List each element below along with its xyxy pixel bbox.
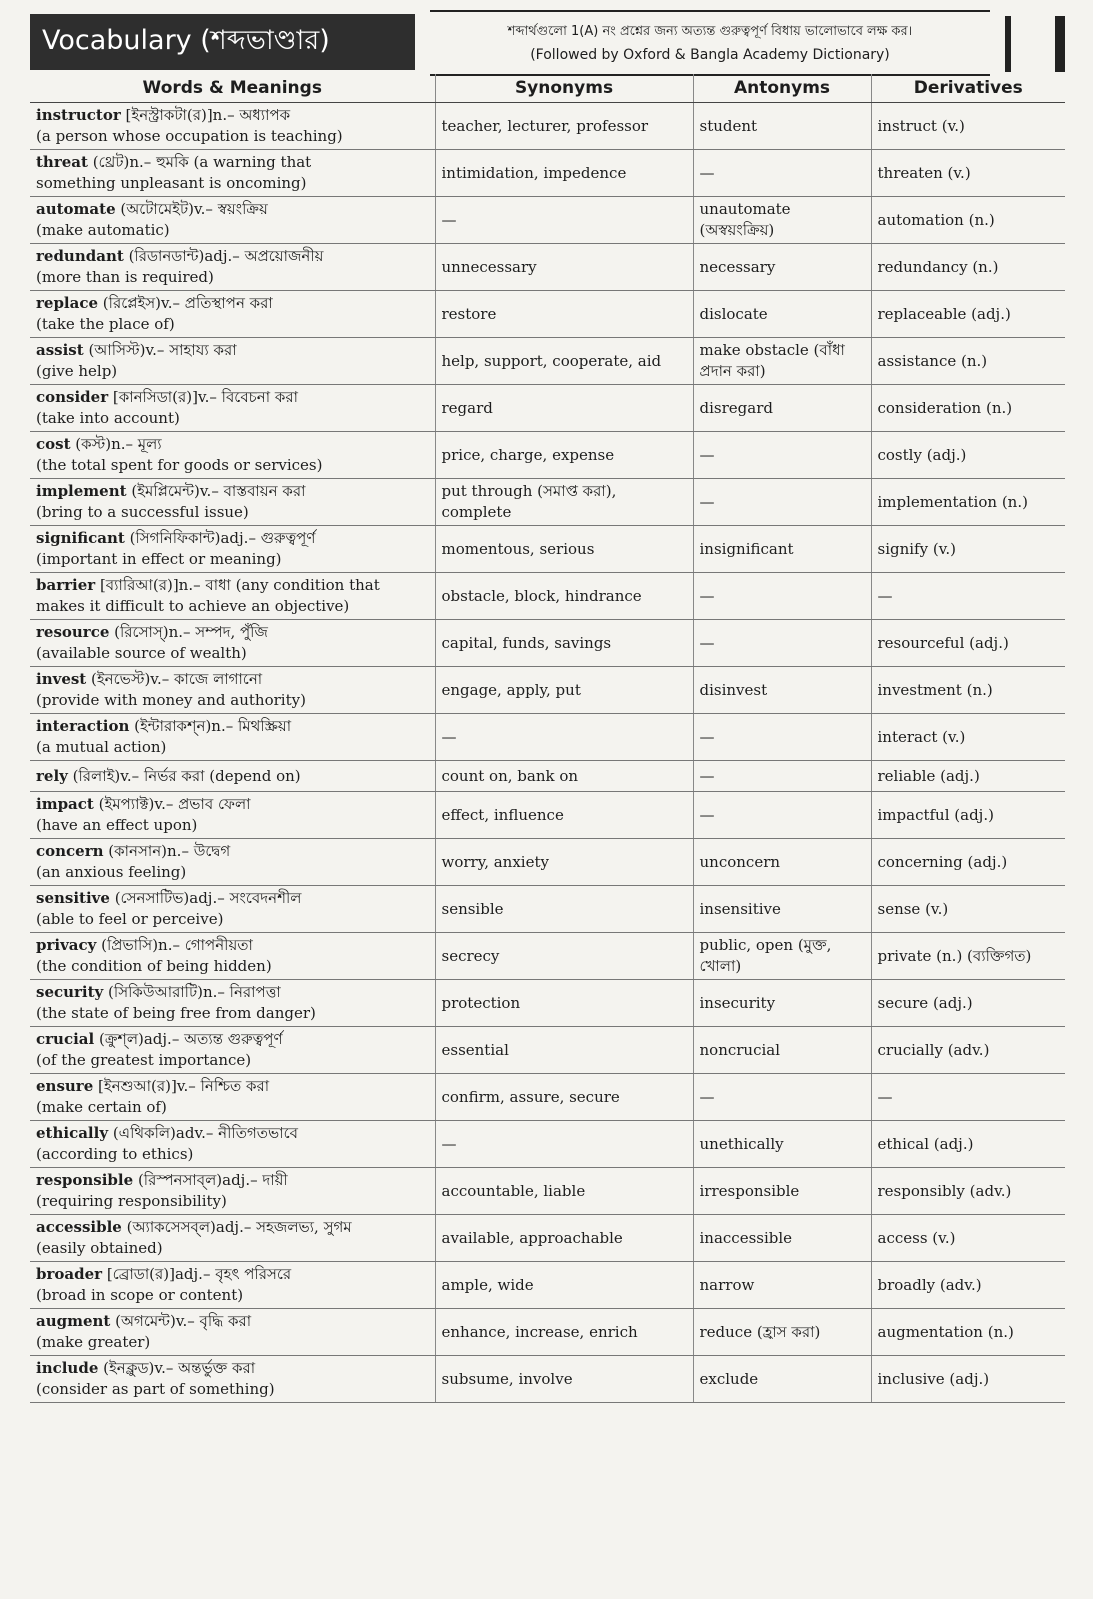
- page-header: [30, 6, 1065, 74]
- word-pronunciation: (ইনক্লুড)v.– অন্তর্ভুক্ত করা: [98, 1359, 256, 1377]
- word-cell: [30, 150, 435, 197]
- header-note-line2: (Followed by Oxford & Bangla Academy Dictionary): [530, 47, 890, 63]
- word-term: interaction: [36, 717, 130, 735]
- word-definition: (easily obtained): [36, 1239, 163, 1257]
- derivatives-cell: replaceable (adj.): [871, 291, 1065, 338]
- word-cell: [30, 573, 435, 620]
- word-definition: (take the place of): [36, 315, 175, 333]
- word-pronunciation: (রিসোস্)n.– সম্পদ, পুঁজি: [109, 623, 268, 641]
- synonyms-cell: regard: [435, 385, 693, 432]
- antonyms-cell: inaccessible: [693, 1215, 871, 1262]
- table-row: [30, 385, 1065, 432]
- word-definition: something unpleasant is oncoming): [36, 174, 307, 192]
- word-definition: (the total spent for goods or services): [36, 456, 323, 474]
- word-cell: [30, 1027, 435, 1074]
- word-term: threat: [36, 153, 88, 171]
- word-pronunciation: (ক্রুশ্‌ল)adj.– অত্যন্ত গুরুত্বপূর্ণ: [94, 1030, 283, 1048]
- antonyms-cell: student: [693, 103, 871, 150]
- word-definition: (the condition of being hidden): [36, 957, 272, 975]
- word-cell: [30, 197, 435, 244]
- word-cell: [30, 291, 435, 338]
- table-row: [30, 1309, 1065, 1356]
- antonyms-cell: disregard: [693, 385, 871, 432]
- antonyms-cell: exclude: [693, 1356, 871, 1403]
- column-header-derivatives: Derivatives: [871, 74, 1065, 103]
- synonyms-cell: —: [435, 197, 693, 244]
- word-definition: (more than is required): [36, 268, 214, 286]
- synonyms-cell: —: [435, 714, 693, 761]
- word-definition: (make automatic): [36, 221, 170, 239]
- antonyms-cell: reduce (হ্রাস করা): [693, 1309, 871, 1356]
- word-term: instructor: [36, 106, 121, 124]
- word-pronunciation: (অ্যাকসেসব্‌ল)adj.– সহজলভ্য, সুগম: [121, 1218, 352, 1236]
- derivatives-cell: augmentation (n.): [871, 1309, 1065, 1356]
- derivatives-cell: implementation (n.): [871, 479, 1065, 526]
- word-definition: (an anxious feeling): [36, 863, 187, 881]
- synonyms-cell: enhance, increase, enrich: [435, 1309, 693, 1356]
- word-pronunciation: (প্রিভাসি)n.– গোপনীয়তা: [96, 936, 253, 954]
- antonyms-cell: public, open (মুক্ত, খোলা): [693, 933, 871, 980]
- derivatives-cell: ethical (adj.): [871, 1121, 1065, 1168]
- word-term: assist: [36, 341, 84, 359]
- word-definition: makes it difficult to achieve an objective): [36, 597, 350, 615]
- word-cell: [30, 667, 435, 714]
- word-pronunciation: (সিগনিফিকান্ট)adj.– গুরুত্বপূর্ণ: [124, 529, 316, 547]
- word-term: accessible: [36, 1218, 122, 1236]
- antonyms-cell: necessary: [693, 244, 871, 291]
- antonyms-cell: unethically: [693, 1121, 871, 1168]
- word-definition: (bring to a successful issue): [36, 503, 249, 521]
- word-cell: [30, 244, 435, 291]
- table-row: [30, 573, 1065, 620]
- table-row: [30, 1262, 1065, 1309]
- synonyms-cell: subsume, involve: [435, 1356, 693, 1403]
- synonyms-cell: put through (সমাপ্ত করা), complete: [435, 479, 693, 526]
- synonyms-cell: help, support, cooperate, aid: [435, 338, 693, 385]
- table-row: [30, 526, 1065, 573]
- word-cell: [30, 1121, 435, 1168]
- word-pronunciation: (ইমপ্যাক্ট)v.– প্রভাব ফেলা: [93, 795, 251, 813]
- word-pronunciation: (কানসান)n.– উদ্বেগ: [103, 842, 231, 860]
- table-row: [30, 1168, 1065, 1215]
- word-cell: [30, 1309, 435, 1356]
- table-row: [30, 432, 1065, 479]
- derivatives-cell: interact (v.): [871, 714, 1065, 761]
- word-term: augment: [36, 1312, 111, 1330]
- word-term: broader: [36, 1265, 103, 1283]
- word-cell: [30, 933, 435, 980]
- word-cell: [30, 432, 435, 479]
- synonyms-cell: —: [435, 1121, 693, 1168]
- word-definition: (the state of being free from danger): [36, 1004, 316, 1022]
- synonyms-cell: available, approachable: [435, 1215, 693, 1262]
- word-term: ethically: [36, 1124, 109, 1142]
- table-row: [30, 886, 1065, 933]
- word-definition: (able to feel or perceive): [36, 910, 224, 928]
- table-row: [30, 1027, 1065, 1074]
- word-pronunciation: [ব্রোডা(র)]adj.– বৃহৎ পরিসরে: [102, 1265, 292, 1283]
- word-pronunciation: (রিপ্লেইস)v.– প্রতিস্থাপন করা: [98, 294, 273, 312]
- table-row: [30, 1121, 1065, 1168]
- word-definition: (according to ethics): [36, 1145, 194, 1163]
- word-term: replace: [36, 294, 99, 312]
- word-pronunciation: (ইমপ্লিমেন্ট)v.– বাস্তবায়ন করা: [126, 482, 306, 500]
- table-row: [30, 620, 1065, 667]
- table-row: [30, 667, 1065, 714]
- word-definition: (of the greatest importance): [36, 1051, 252, 1069]
- derivatives-cell: investment (n.): [871, 667, 1065, 714]
- word-pronunciation: (রিস্পনসাব্‌ল)adj.– দায়ী: [133, 1171, 288, 1189]
- synonyms-cell: teacher, lecturer, professor: [435, 103, 693, 150]
- word-definition: (a mutual action): [36, 738, 167, 756]
- word-cell: [30, 761, 435, 792]
- word-definition: (make certain of): [36, 1098, 167, 1116]
- table-row: [30, 761, 1065, 792]
- header-note-line1: শব্দার্থগুলো 1(A) নং প্রশ্নের জন্য অত্যন্ত গুরুত্বপূর্ণ বিধায় ভালোভাবে লক্ষ কর।: [507, 24, 913, 39]
- word-pronunciation: (এথিকলি)adv.– নীতিগতভাবে: [108, 1124, 298, 1142]
- table-row: [30, 714, 1065, 761]
- derivatives-cell: costly (adj.): [871, 432, 1065, 479]
- antonyms-cell: insecurity: [693, 980, 871, 1027]
- table-row: [30, 980, 1065, 1027]
- word-definition: (give help): [36, 362, 118, 380]
- word-term: impact: [36, 795, 94, 813]
- antonyms-cell: noncrucial: [693, 1027, 871, 1074]
- word-pronunciation: (ইনভেস্ট)v.– কাজে লাগানো: [86, 670, 263, 688]
- word-cell: [30, 1262, 435, 1309]
- word-definition: (consider as part of something): [36, 1380, 275, 1398]
- word-pronunciation: [কানসিডা(র)]v.– বিবেচনা করা: [108, 388, 298, 406]
- derivatives-cell: concerning (adj.): [871, 839, 1065, 886]
- word-definition: (important in effect or meaning): [36, 550, 282, 568]
- word-pronunciation: (রিলাই)v.– নির্ভর করা (depend on): [67, 766, 301, 785]
- derivatives-cell: automation (n.): [871, 197, 1065, 244]
- table-row: [30, 291, 1065, 338]
- antonyms-cell: —: [693, 432, 871, 479]
- word-cell: [30, 1356, 435, 1403]
- section-title: Vocabulary (শব্দভাণ্ডার): [30, 14, 415, 70]
- word-pronunciation: (রিডানডান্ট)adj.– অপ্রয়োজনীয়: [123, 247, 324, 265]
- antonyms-cell: —: [693, 479, 871, 526]
- word-pronunciation: (সেনসাটিভ)adj.– সংবেদনশীল: [109, 889, 302, 907]
- derivatives-cell: consideration (n.): [871, 385, 1065, 432]
- derivatives-cell: broadly (adv.): [871, 1262, 1065, 1309]
- table-row: [30, 1356, 1065, 1403]
- word-definition: (requiring responsibility): [36, 1192, 227, 1210]
- table-row: [30, 933, 1065, 980]
- word-cell: [30, 103, 435, 150]
- synonyms-cell: essential: [435, 1027, 693, 1074]
- word-cell: [30, 1215, 435, 1262]
- word-term: include: [36, 1359, 99, 1377]
- derivatives-cell: —: [871, 1074, 1065, 1121]
- vocabulary-table: [30, 74, 1065, 1403]
- antonyms-cell: —: [693, 620, 871, 667]
- word-term: automate: [36, 200, 116, 218]
- column-header-synonyms: Synonyms: [435, 74, 693, 103]
- derivatives-cell: crucially (adv.): [871, 1027, 1065, 1074]
- word-term: security: [36, 983, 104, 1001]
- synonyms-cell: price, charge, expense: [435, 432, 693, 479]
- derivatives-cell: reliable (adj.): [871, 761, 1065, 792]
- antonyms-cell: make obstacle (বাঁধা প্রদান করা): [693, 338, 871, 385]
- word-term: responsible: [36, 1171, 134, 1189]
- synonyms-cell: obstacle, block, hindrance: [435, 573, 693, 620]
- word-term: ensure: [36, 1077, 94, 1095]
- word-pronunciation: (কস্ট)n.– মূল্য: [70, 435, 162, 453]
- word-cell: [30, 338, 435, 385]
- column-header-words: Words & Meanings: [30, 74, 435, 103]
- derivatives-cell: responsibly (adv.): [871, 1168, 1065, 1215]
- synonyms-cell: unnecessary: [435, 244, 693, 291]
- antonyms-cell: irresponsible: [693, 1168, 871, 1215]
- word-cell: [30, 792, 435, 839]
- derivatives-cell: threaten (v.): [871, 150, 1065, 197]
- antonyms-cell: dislocate: [693, 291, 871, 338]
- word-cell: [30, 980, 435, 1027]
- derivatives-cell: —: [871, 573, 1065, 620]
- derivatives-cell: secure (adj.): [871, 980, 1065, 1027]
- word-term: rely: [36, 766, 68, 785]
- antonyms-cell: unautomate (অস্বয়ংক্রিয়): [693, 197, 871, 244]
- word-term: privacy: [36, 936, 97, 954]
- word-cell: [30, 839, 435, 886]
- corner-decoration: [1005, 16, 1065, 72]
- antonyms-cell: insensitive: [693, 886, 871, 933]
- antonyms-cell: disinvest: [693, 667, 871, 714]
- word-pronunciation: (থ্রেট)n.– হুমকি (a warning that: [87, 153, 312, 171]
- word-term: resource: [36, 623, 110, 641]
- table-row: [30, 150, 1065, 197]
- word-pronunciation: (ইন্টারাকশ্‌ন)n.– মিথস্ক্রিয়া: [129, 717, 292, 735]
- word-cell: [30, 479, 435, 526]
- antonyms-cell: —: [693, 714, 871, 761]
- word-definition: (broad in scope or content): [36, 1286, 244, 1304]
- table-header-row: [30, 74, 1065, 103]
- synonyms-cell: effect, influence: [435, 792, 693, 839]
- derivatives-cell: redundancy (n.): [871, 244, 1065, 291]
- derivatives-cell: sense (v.): [871, 886, 1065, 933]
- word-definition: (make greater): [36, 1333, 151, 1351]
- synonyms-cell: restore: [435, 291, 693, 338]
- word-cell: [30, 714, 435, 761]
- antonyms-cell: —: [693, 792, 871, 839]
- word-definition: (have an effect upon): [36, 816, 198, 834]
- synonyms-cell: engage, apply, put: [435, 667, 693, 714]
- synonyms-cell: intimidation, impedence: [435, 150, 693, 197]
- word-term: concern: [36, 842, 104, 860]
- table-row: [30, 479, 1065, 526]
- word-term: invest: [36, 670, 87, 688]
- word-definition: (a person whose occupation is teaching): [36, 127, 343, 145]
- table-row: [30, 244, 1065, 291]
- synonyms-cell: protection: [435, 980, 693, 1027]
- derivatives-cell: inclusive (adj.): [871, 1356, 1065, 1403]
- word-term: redundant: [36, 247, 124, 265]
- word-cell: [30, 1168, 435, 1215]
- synonyms-cell: sensible: [435, 886, 693, 933]
- word-term: significant: [36, 529, 125, 547]
- antonyms-cell: —: [693, 573, 871, 620]
- antonyms-cell: narrow: [693, 1262, 871, 1309]
- word-cell: [30, 385, 435, 432]
- word-cell: [30, 1074, 435, 1121]
- synonyms-cell: secrecy: [435, 933, 693, 980]
- word-definition: (available source of wealth): [36, 644, 247, 662]
- synonyms-cell: count on, bank on: [435, 761, 693, 792]
- word-term: barrier: [36, 576, 96, 594]
- word-cell: [30, 886, 435, 933]
- table-row: [30, 792, 1065, 839]
- word-pronunciation: (অটোমেইট)v.– স্বয়ংক্রিয়: [115, 200, 268, 218]
- derivatives-cell: signify (v.): [871, 526, 1065, 573]
- synonyms-cell: ample, wide: [435, 1262, 693, 1309]
- synonyms-cell: confirm, assure, secure: [435, 1074, 693, 1121]
- word-definition: (provide with money and authority): [36, 691, 306, 709]
- word-term: crucial: [36, 1030, 95, 1048]
- derivatives-cell: impactful (adj.): [871, 792, 1065, 839]
- synonyms-cell: accountable, liable: [435, 1168, 693, 1215]
- table-row: [30, 1215, 1065, 1262]
- word-definition: (take into account): [36, 409, 180, 427]
- word-term: implement: [36, 482, 127, 500]
- antonyms-cell: unconcern: [693, 839, 871, 886]
- synonyms-cell: capital, funds, savings: [435, 620, 693, 667]
- derivatives-cell: instruct (v.): [871, 103, 1065, 150]
- word-cell: [30, 620, 435, 667]
- word-term: consider: [36, 388, 109, 406]
- word-pronunciation: (অগমেন্ট)v.– বৃদ্ধি করা: [110, 1312, 252, 1330]
- table-body: [30, 103, 1065, 1403]
- antonyms-cell: insignificant: [693, 526, 871, 573]
- word-term: cost: [36, 435, 71, 453]
- synonyms-cell: worry, anxiety: [435, 839, 693, 886]
- antonyms-cell: —: [693, 761, 871, 792]
- table-row: [30, 839, 1065, 886]
- word-pronunciation: [ইনস্ট্রাকটা(র)]n.– অধ্যাপক: [120, 106, 291, 124]
- derivatives-cell: resourceful (adj.): [871, 620, 1065, 667]
- word-term: sensitive: [36, 889, 110, 907]
- table-row: [30, 103, 1065, 150]
- derivatives-cell: private (n.) (ব্যক্তিগত): [871, 933, 1065, 980]
- word-pronunciation: [ব্যারিআ(র)]n.– বাধা (any condition that: [95, 576, 380, 594]
- word-cell: [30, 526, 435, 573]
- antonyms-cell: —: [693, 150, 871, 197]
- synonyms-cell: momentous, serious: [435, 526, 693, 573]
- derivatives-cell: assistance (n.): [871, 338, 1065, 385]
- derivatives-cell: access (v.): [871, 1215, 1065, 1262]
- word-pronunciation: [ইনশুআ(র)]v.– নিশ্চিত করা: [93, 1077, 270, 1095]
- table-row: [30, 338, 1065, 385]
- table-row: [30, 197, 1065, 244]
- word-pronunciation: (সিকিউআরাটি)n.– নিরাপত্তা: [103, 983, 281, 1001]
- column-header-antonyms: Antonyms: [693, 74, 871, 103]
- table-row: [30, 1074, 1065, 1121]
- header-note: [430, 10, 990, 76]
- antonyms-cell: —: [693, 1074, 871, 1121]
- word-pronunciation: (আসিস্ট)v.– সাহায্য করা: [83, 341, 237, 359]
